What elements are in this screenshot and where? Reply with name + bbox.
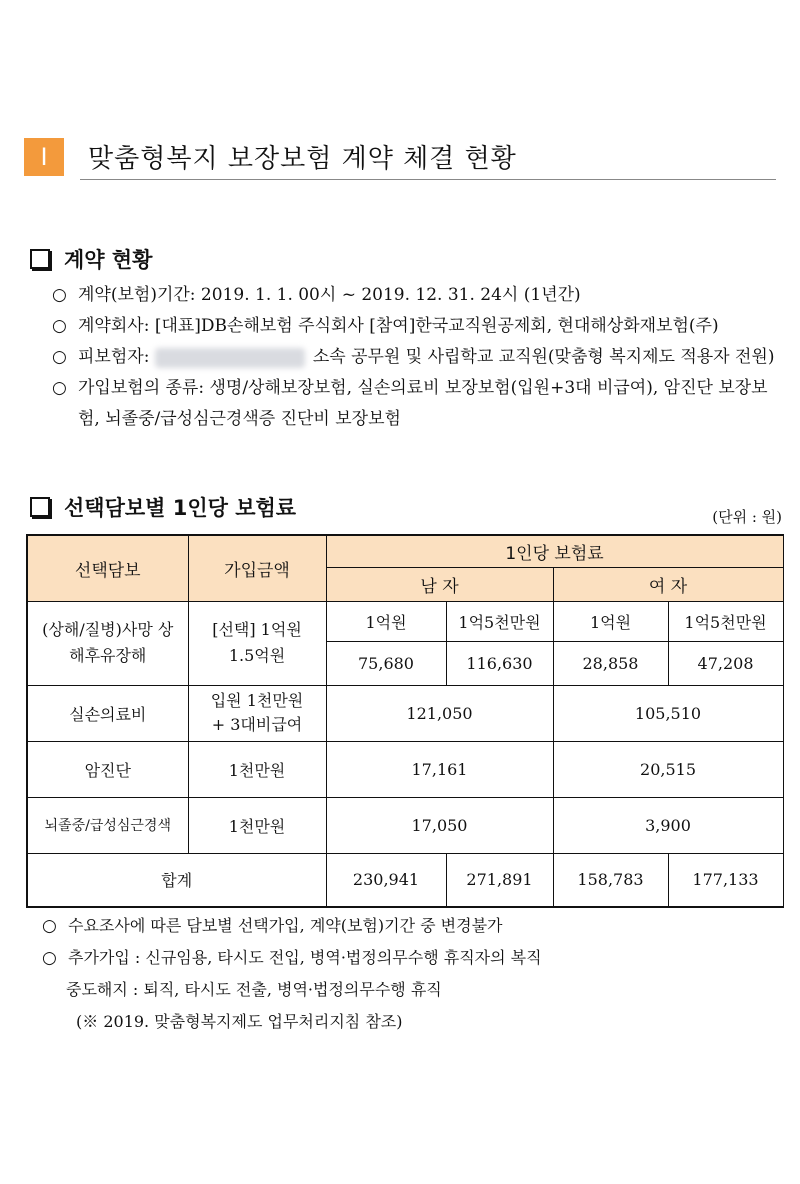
table-row — [27, 741, 783, 797]
header-amount: 가입금액 — [188, 535, 326, 601]
notes-list — [42, 910, 782, 1038]
section-number-badge: I — [24, 138, 64, 176]
insured-label: 피보험자: — [78, 347, 150, 367]
cell-amount-medical: 입원 1천만원 + 3대비급여 — [188, 685, 326, 741]
section-heading-contract — [30, 244, 152, 274]
header-female: 여 자 — [553, 567, 783, 601]
contract-company: 계약회사: [대표]DB손해보험 주식회사 [참여]한국교직원공제회, 현대해상화재보험(주) — [78, 316, 719, 336]
premium-table — [26, 534, 784, 908]
note-reference: (※ 2019. 맞춤형복지제도 업무처리지침 참조) — [76, 1012, 403, 1031]
table-total-row — [27, 853, 783, 907]
section-heading-text: 계약 현황 — [64, 248, 153, 272]
cell-amount-death: [선택] 1억원 1.5억원 — [188, 601, 326, 685]
circle-bullet-icon: ○ — [42, 916, 57, 936]
header-coverage: 선택담보 — [27, 535, 188, 601]
table-row — [27, 601, 783, 641]
insured-persons — [78, 342, 774, 373]
note-text: 중도해지 : 퇴직, 타시도 전출, 병역·법정의무수행 휴직 — [66, 980, 442, 999]
cell-total-label: 합계 — [27, 853, 326, 907]
cell-coverage-cancer: 암진단 — [27, 741, 188, 797]
contract-info-list — [52, 280, 782, 435]
cell-value-male: 17,050 — [326, 797, 553, 853]
section-heading-premium — [30, 492, 296, 522]
cell-amount-cancer: 1천만원 — [188, 741, 326, 797]
title-underline — [80, 179, 776, 180]
page-title: 맞춤형복지 보장보험 계약 체결 현황 — [88, 144, 517, 174]
circle-bullet-icon: ○ — [52, 347, 67, 367]
table-row — [27, 685, 783, 741]
list-item — [52, 342, 782, 373]
circle-bullet-icon: ○ — [52, 378, 67, 398]
list-item — [52, 280, 782, 311]
cell-value-female: 20,515 — [553, 741, 783, 797]
cell-value-female: 3,900 — [553, 797, 783, 853]
checkbox-square-icon — [30, 249, 50, 269]
cell-coverage-medical: 실손의료비 — [27, 685, 188, 741]
cell-sub-header: 1억5천만원 — [668, 601, 783, 641]
circle-bullet-icon: ○ — [52, 285, 67, 305]
cell-coverage-stroke: 뇌졸중/급성심근경색 — [27, 797, 188, 853]
cell-value: 47,208 — [668, 641, 783, 685]
cell-value-female: 105,510 — [553, 685, 783, 741]
table-header-row — [27, 535, 783, 567]
header-premium: 1인당 보험료 — [326, 535, 783, 567]
cell-sub-header: 1억5천만원 — [446, 601, 553, 641]
cell-value: 28,858 — [553, 641, 668, 685]
checkbox-square-icon — [30, 497, 50, 517]
cell-sub-header: 1억원 — [553, 601, 668, 641]
section-title-bar — [24, 134, 776, 180]
cell-value: 75,680 — [326, 641, 446, 685]
cell-total-value: 230,941 — [326, 853, 446, 907]
redacted-org-name — [155, 348, 305, 368]
table-row — [27, 797, 783, 853]
cell-sub-header: 1억원 — [326, 601, 446, 641]
cell-amount-stroke: 1천만원 — [188, 797, 326, 853]
list-item — [52, 373, 782, 435]
list-item — [42, 910, 782, 942]
cell-total-value: 177,133 — [668, 853, 783, 907]
list-item — [52, 311, 782, 342]
insured-text: 소속 공무원 및 사립학교 교직원(맞춤형 복지제도 적용자 전원) — [312, 347, 775, 367]
cell-value: 116,630 — [446, 641, 553, 685]
header-male: 남 자 — [326, 567, 553, 601]
circle-bullet-icon: ○ — [52, 316, 67, 336]
cell-value-male: 17,161 — [326, 741, 553, 797]
unit-label: (단위 : 원) — [712, 508, 782, 526]
section-heading-text: 선택담보별 1인당 보험료 — [64, 496, 297, 520]
insurance-types: 가입보험의 종류: 생명/상해보장보험, 실손의료비 보장보험(입원+3대 비급여), 암진단 보장보험, 뇌졸중/급성심근경색증 진단비 보장보험 — [78, 378, 768, 429]
cell-coverage-death: (상해/질병)사망 상해후유장해 — [27, 601, 188, 685]
list-item — [42, 942, 782, 974]
circle-bullet-icon: ○ — [42, 948, 57, 968]
cell-total-value: 271,891 — [446, 853, 553, 907]
contract-period: 계약(보험)기간: 2019. 1. 1. 00시 ~ 2019. 12. 31. 24시 (1년간) — [78, 285, 581, 305]
note-text: 추가가입 : 신규임용, 타시도 전입, 병역·법정의무수행 휴직자의 복직 — [68, 948, 542, 967]
cell-total-value: 158,783 — [553, 853, 668, 907]
cell-value-male: 121,050 — [326, 685, 553, 741]
note-text: 수요조사에 따른 담보별 선택가입, 계약(보험)기간 중 변경불가 — [68, 916, 503, 935]
